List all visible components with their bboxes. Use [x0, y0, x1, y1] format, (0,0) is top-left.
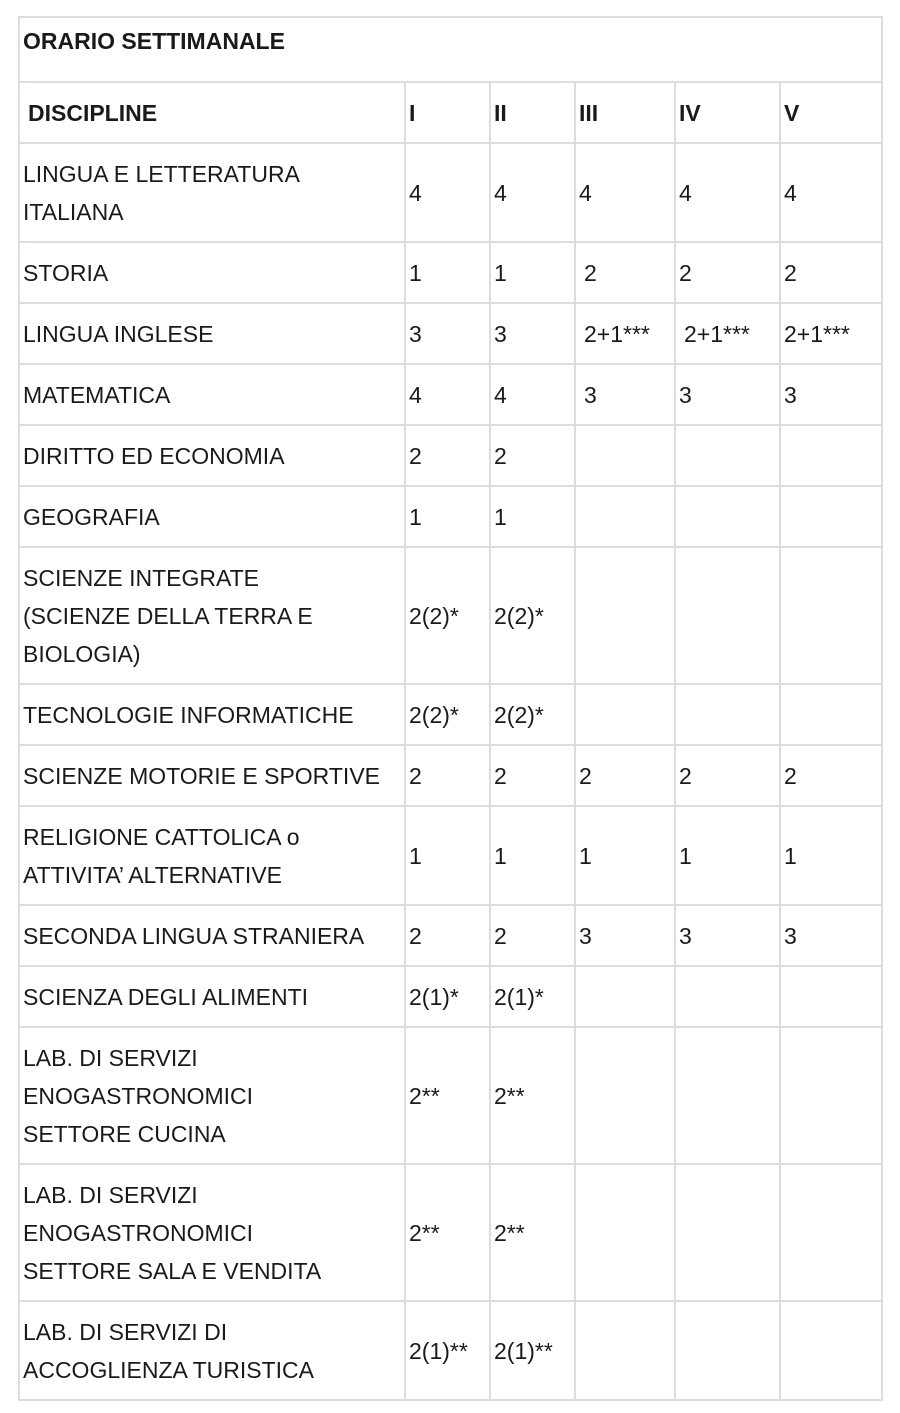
- hours-cell-year-1: 3: [405, 303, 490, 364]
- hours-cell-year-3: 2: [575, 745, 675, 806]
- table-row: [19, 905, 882, 966]
- hours-cell-year-4: 1: [675, 806, 780, 905]
- hours-cell-year-5: 3: [780, 905, 882, 966]
- hours-cell-year-5: [780, 547, 882, 684]
- hours-cell-year-5: 2+1***: [780, 303, 882, 364]
- hours-cell-year-2: 2**: [490, 1027, 575, 1164]
- hours-cell-year-4: 3: [675, 905, 780, 966]
- table-row: [19, 547, 882, 684]
- hours-cell-year-3: 3: [575, 364, 675, 425]
- hours-cell-year-5: [780, 425, 882, 486]
- hours-cell-year-2: 2: [490, 905, 575, 966]
- table-title: ORARIO SETTIMANALE: [19, 17, 882, 82]
- hours-cell-year-2: 2: [490, 425, 575, 486]
- subject-cell: [19, 364, 405, 425]
- hours-cell-year-3: 2+1***: [575, 303, 675, 364]
- hours-cell-year-2: 2(2)*: [490, 547, 575, 684]
- subject-line: ENOGASTRONOMICI: [23, 1082, 254, 1109]
- table-row: [19, 364, 882, 425]
- subject-line: ATTIVITA’ ALTERNATIVE: [23, 861, 282, 888]
- table-row: [19, 966, 882, 1027]
- table-row: [19, 242, 882, 303]
- hours-cell-year-1: 2**: [405, 1027, 490, 1164]
- subject-line: LINGUA INGLESE: [23, 320, 214, 347]
- subject-line: TECNOLOGIE INFORMATICHE: [23, 701, 354, 728]
- table-row: [19, 143, 882, 242]
- hours-cell-year-5: 3: [780, 364, 882, 425]
- hours-cell-year-1: 4: [405, 364, 490, 425]
- table-row: [19, 806, 882, 905]
- hours-cell-year-3: [575, 1301, 675, 1400]
- hours-cell-year-4: 3: [675, 364, 780, 425]
- hours-cell-year-3: [575, 486, 675, 547]
- hours-cell-year-2: 2**: [490, 1164, 575, 1301]
- hours-cell-year-2: 1: [490, 242, 575, 303]
- hours-cell-year-2: 2: [490, 745, 575, 806]
- subject-line: SCIENZE MOTORIE E SPORTIVE: [23, 762, 380, 789]
- hours-cell-year-5: 2: [780, 745, 882, 806]
- hours-cell-year-2: 1: [490, 806, 575, 905]
- weekly-schedule-table: [18, 16, 883, 1401]
- table-row: [19, 1164, 882, 1301]
- table-row: [19, 684, 882, 745]
- hours-cell-year-4: 2: [675, 242, 780, 303]
- table-row: [19, 1301, 882, 1400]
- header-year-3: III: [575, 82, 675, 143]
- table-row: [19, 425, 882, 486]
- hours-cell-year-5: [780, 1027, 882, 1164]
- subject-cell: [19, 684, 405, 745]
- table-row: [19, 303, 882, 364]
- hours-cell-year-3: [575, 684, 675, 745]
- hours-cell-year-1: 2(2)*: [405, 547, 490, 684]
- subject-cell: [19, 1301, 405, 1400]
- subject-line: ITALIANA: [23, 198, 124, 225]
- hours-cell-year-5: [780, 486, 882, 547]
- subject-line: LAB. DI SERVIZI: [23, 1044, 198, 1071]
- hours-cell-year-1: 4: [405, 143, 490, 242]
- hours-cell-year-3: [575, 547, 675, 684]
- hours-cell-year-4: [675, 486, 780, 547]
- hours-cell-year-1: 1: [405, 486, 490, 547]
- hours-cell-year-4: 2: [675, 745, 780, 806]
- hours-cell-year-4: [675, 547, 780, 684]
- hours-cell-year-4: [675, 966, 780, 1027]
- hours-cell-year-3: [575, 425, 675, 486]
- table-row: [19, 1027, 882, 1164]
- subject-cell: [19, 1027, 405, 1164]
- subject-cell: [19, 905, 405, 966]
- subject-cell: [19, 242, 405, 303]
- subject-line: RELIGIONE CATTOLICA o: [23, 823, 300, 850]
- header-year-5: V: [780, 82, 882, 143]
- hours-cell-year-5: 2: [780, 242, 882, 303]
- hours-cell-year-2: 3: [490, 303, 575, 364]
- hours-cell-year-2: 2(1)*: [490, 966, 575, 1027]
- title-row: [19, 17, 882, 82]
- hours-cell-year-5: [780, 966, 882, 1027]
- hours-cell-year-5: [780, 1301, 882, 1400]
- header-discipline: DISCIPLINE: [19, 82, 405, 143]
- header-year-1: I: [405, 82, 490, 143]
- hours-cell-year-1: 2(2)*: [405, 684, 490, 745]
- subject-line: LAB. DI SERVIZI DI: [23, 1318, 228, 1345]
- hours-cell-year-3: 3: [575, 905, 675, 966]
- header-row: [19, 82, 882, 143]
- hours-cell-year-2: 4: [490, 364, 575, 425]
- subject-cell: [19, 425, 405, 486]
- table-row: [19, 745, 882, 806]
- subject-cell: [19, 1164, 405, 1301]
- hours-cell-year-5: 1: [780, 806, 882, 905]
- hours-cell-year-2: 2(2)*: [490, 684, 575, 745]
- hours-cell-year-1: 2: [405, 745, 490, 806]
- subject-cell: [19, 966, 405, 1027]
- subject-line: SCIENZA DEGLI ALIMENTI: [23, 983, 309, 1010]
- hours-cell-year-1: 2(1)*: [405, 966, 490, 1027]
- hours-cell-year-1: 2: [405, 425, 490, 486]
- hours-cell-year-3: 4: [575, 143, 675, 242]
- subject-line: DIRITTO ED ECONOMIA: [23, 442, 285, 469]
- subject-cell: [19, 303, 405, 364]
- subject-line: ACCOGLIENZA TURISTICA: [23, 1356, 314, 1383]
- hours-cell-year-1: 2**: [405, 1164, 490, 1301]
- hours-cell-year-4: [675, 1027, 780, 1164]
- hours-cell-year-3: [575, 1164, 675, 1301]
- hours-cell-year-5: [780, 684, 882, 745]
- subject-line: SETTORE CUCINA: [23, 1120, 226, 1147]
- subject-line: SCIENZE INTEGRATE: [23, 564, 259, 591]
- subject-line: STORIA: [23, 259, 109, 286]
- subject-cell: [19, 143, 405, 242]
- hours-cell-year-1: 2(1)**: [405, 1301, 490, 1400]
- header-year-4: IV: [675, 82, 780, 143]
- subject-cell: [19, 547, 405, 684]
- hours-cell-year-3: 1: [575, 806, 675, 905]
- subject-line: GEOGRAFIA: [23, 503, 160, 530]
- subject-line: LINGUA E LETTERATURA: [23, 160, 300, 187]
- subject-line: LAB. DI SERVIZI: [23, 1181, 198, 1208]
- hours-cell-year-2: 4: [490, 143, 575, 242]
- hours-cell-year-1: 1: [405, 242, 490, 303]
- hours-cell-year-4: 2+1***: [675, 303, 780, 364]
- hours-cell-year-5: [780, 1164, 882, 1301]
- hours-cell-year-1: 1: [405, 806, 490, 905]
- hours-cell-year-4: 4: [675, 143, 780, 242]
- subject-line: SETTORE SALA E VENDITA: [23, 1257, 322, 1284]
- subject-line: BIOLOGIA): [23, 640, 141, 667]
- hours-cell-year-1: 2: [405, 905, 490, 966]
- hours-cell-year-5: 4: [780, 143, 882, 242]
- subject-line: SECONDA LINGUA STRANIERA: [23, 922, 365, 949]
- subject-cell: [19, 486, 405, 547]
- hours-cell-year-3: [575, 1027, 675, 1164]
- subject-cell: [19, 745, 405, 806]
- subject-line: ENOGASTRONOMICI: [23, 1219, 254, 1246]
- hours-cell-year-2: 1: [490, 486, 575, 547]
- table-row: [19, 486, 882, 547]
- hours-cell-year-4: [675, 1164, 780, 1301]
- hours-cell-year-4: [675, 425, 780, 486]
- hours-cell-year-2: 2(1)**: [490, 1301, 575, 1400]
- header-year-2: II: [490, 82, 575, 143]
- subject-cell: [19, 806, 405, 905]
- subject-line: (SCIENZE DELLA TERRA E: [23, 602, 313, 629]
- hours-cell-year-3: 2: [575, 242, 675, 303]
- hours-cell-year-4: [675, 1301, 780, 1400]
- hours-cell-year-3: [575, 966, 675, 1027]
- hours-cell-year-4: [675, 684, 780, 745]
- subject-line: MATEMATICA: [23, 381, 171, 408]
